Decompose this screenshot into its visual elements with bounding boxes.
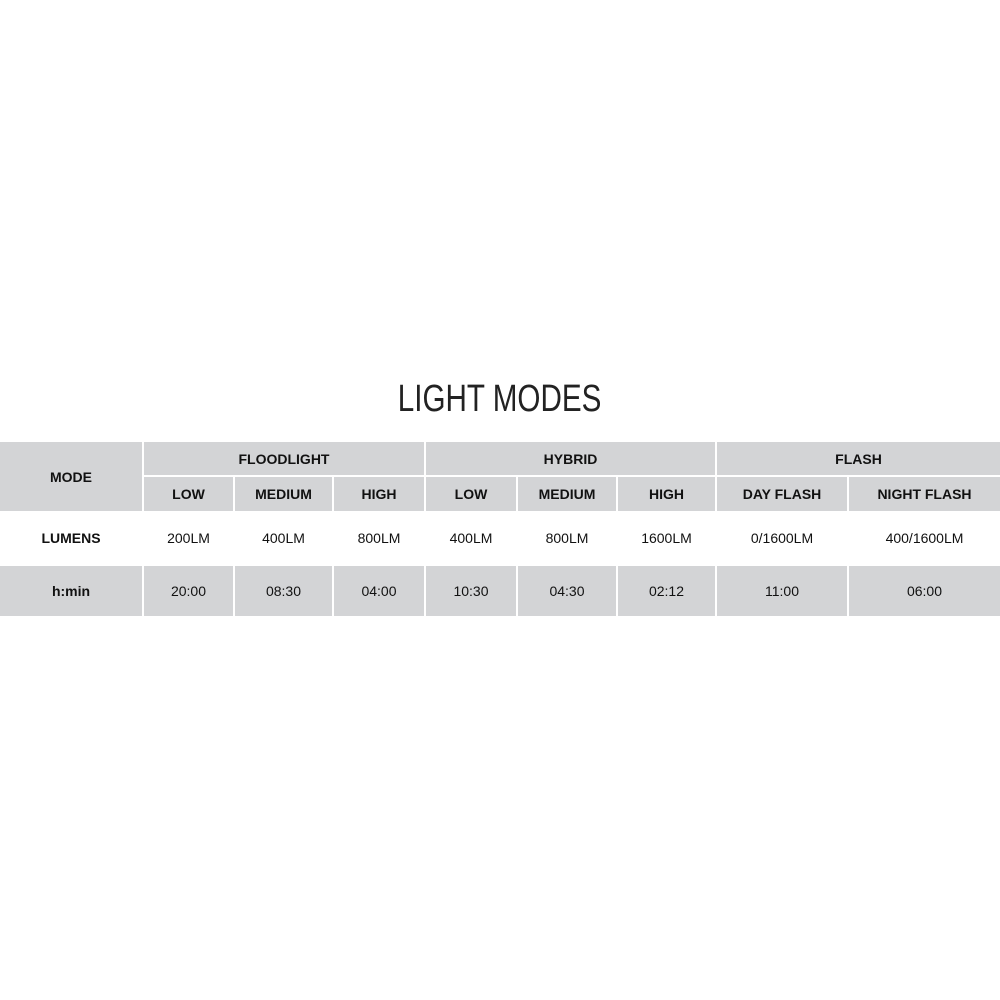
table-cell: 20:00 <box>144 566 233 616</box>
table-cell: 200LM <box>167 530 210 546</box>
group-header: HYBRID <box>426 442 715 475</box>
group-header: FLASH <box>717 442 1000 475</box>
subheader: LOW <box>144 477 233 511</box>
subheader: HIGH <box>618 477 715 511</box>
table-cell: 11:00 <box>717 566 847 616</box>
group-header: FLOODLIGHT <box>144 442 424 475</box>
table-cell: 04:30 <box>518 566 616 616</box>
table-cell: 06:00 <box>849 566 1000 616</box>
table-cell: 800LM <box>357 530 401 546</box>
table-cell: 1600LM <box>641 530 692 546</box>
subheader: HIGH <box>334 477 424 511</box>
row-label: LUMENS <box>41 530 101 546</box>
row-label: h:min <box>0 566 142 616</box>
page-title: LIGHT MODES <box>398 378 602 420</box>
table-cell: 400/1600LM <box>885 530 964 546</box>
table-cell: 800LM <box>545 530 589 546</box>
table-cell: 400LM <box>262 530 305 546</box>
table-cell: 02:12 <box>618 566 715 616</box>
table-cell: 04:00 <box>334 566 424 616</box>
subheader: MEDIUM <box>235 477 332 511</box>
subheader: NIGHT FLASH <box>849 477 1000 511</box>
mode-header: MODE <box>0 442 142 511</box>
subheader: DAY FLASH <box>717 477 847 511</box>
table-cell: 400LM <box>449 530 493 546</box>
subheader: MEDIUM <box>518 477 616 511</box>
table-cell: 0/1600LM <box>750 530 814 546</box>
table-cell: 08:30 <box>235 566 332 616</box>
subheader: LOW <box>426 477 516 511</box>
table-cell: 10:30 <box>426 566 516 616</box>
